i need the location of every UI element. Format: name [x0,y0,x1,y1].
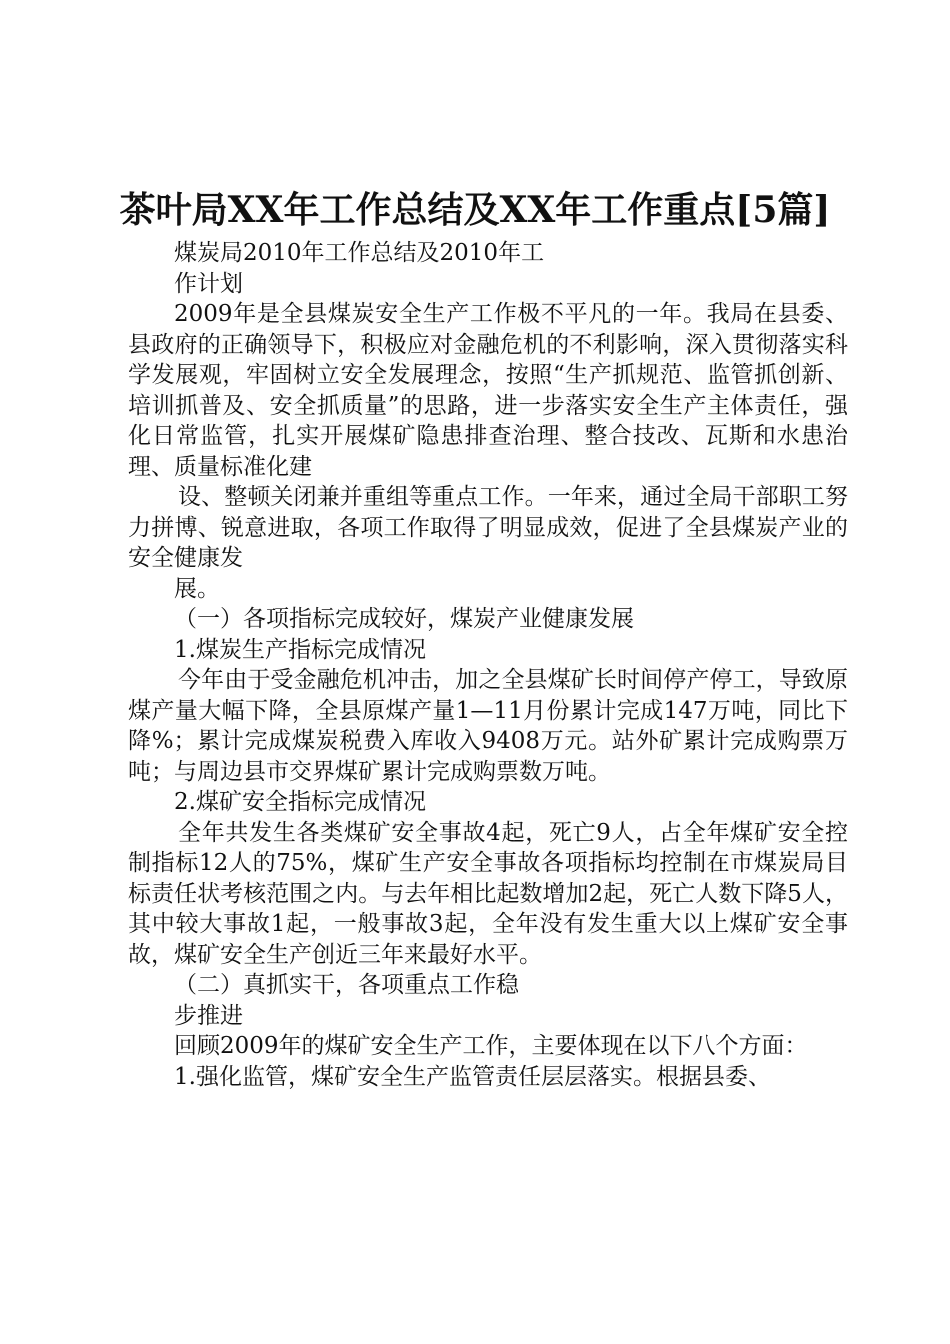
paragraph-intro: 2009年是全县煤炭安全生产工作极不平凡的一年。我局在县委、县政府的正确领导下，积极应对金融危机的不利影响，深入贯彻落实科学发展观，牢固树立安全发展理念，按照“生产抓规范、监管抓创新、培训抓普及、安全抓质量”的思路，进一步落实安全生产主体责任，强化日常监管，扎实开展煤矿隐患排查治理、整合技改、瓦斯和水患治理、质量标准化建 [128,301,848,480]
paragraph-item-1: 1.强化监管，煤矿安全生产监管责任层层落实。根据县委、 [174,1063,771,1090]
section-heading-1: （一）各项指标完成较好，煤炭产业健康发展 [174,606,634,632]
paragraph-intro-end: 展。 [174,575,220,602]
section-heading-2: （二）真抓实干，各项重点工作稳 [174,972,519,998]
document-title: 茶叶局XX年工作总结及XX年工作重点[5篇] [119,189,831,231]
subtitle-line-1: 煤炭局2010年工作总结及2010年工 [174,240,545,266]
paragraph-intro-continued: 设、整顿关闭兼并重组等重点工作。一年来，通过全局干部职工努力拼博、锐意进取，各项工作取得了明显成效，促进了全县煤炭产业的安全健康发 [128,484,848,571]
paragraph-coal-production: 今年由于受金融危机冲击，加之全县煤矿长时间停产停工，导致原煤产量大幅下降，全县原煤产量1—11月份累计完成147万吨，同比下降%；累计完成煤炭税费入库收入9408万元。站外矿累计完成购票万吨；与周边县市交界煤矿累计完成购票数万吨。 [128,667,848,785]
subtitle-line-2: 作计划 [174,270,243,297]
section-heading-2-continued: 步推进 [174,1002,243,1029]
subheading-mine-safety: 2.煤矿安全指标完成情况 [174,789,426,815]
document-body [128,238,848,1092]
subheading-coal-production: 1.煤炭生产指标完成情况 [174,636,426,663]
paragraph-review: 回顾2009年的煤矿安全生产工作，主要体现在以下八个方面： [174,1033,808,1059]
paragraph-mine-safety: 全年共发生各类煤矿安全事故4起，死亡9人，占全年煤矿安全控制指标12人的75%，煤矿生产安全事故各项指标均控制在市煤炭局目标责任状考核范围之内。与去年相比起数增加2起，死亡人数下降5人，其中较大事故1起，一般事故3起，全年没有发生重大以上煤矿安全事故，煤矿安全生产创近三年来最好水平。 [128,819,848,968]
